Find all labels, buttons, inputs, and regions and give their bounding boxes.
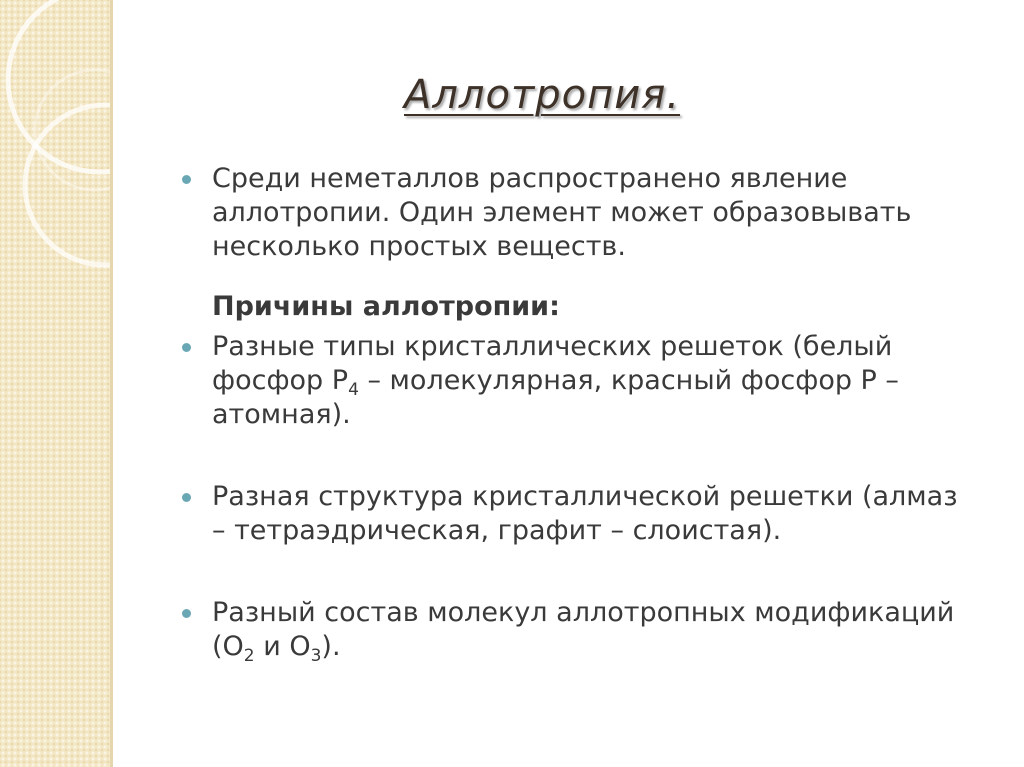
side-panel-edge [110, 0, 113, 767]
list-item [178, 162, 978, 264]
slide-content [178, 162, 978, 664]
bullet-text-part: и О [254, 631, 311, 662]
list-item [178, 480, 978, 548]
bullet-text-part: ). [321, 631, 341, 662]
bullet-icon [182, 175, 191, 184]
subscript: 4 [348, 380, 359, 400]
slide-title: Аллотропия. [404, 72, 681, 118]
list-item [178, 596, 978, 664]
subscript: 2 [243, 646, 255, 666]
bullet-text-part: Разные типы кристаллических решеток (белый фосфор Р [212, 331, 893, 396]
decorative-side-panel [0, 0, 110, 767]
list-item [178, 330, 978, 432]
causes-heading: Причины аллотропии: [212, 291, 560, 322]
bullet-text-part: – молекулярная, красный фосфор Р – атомная). [212, 365, 899, 430]
bullet-icon [182, 343, 191, 352]
bullet-text [212, 331, 899, 430]
decorative-rings-icon [0, 0, 110, 767]
bullet-text [212, 597, 955, 666]
bullet-text-part: Разный состав молекул аллотропных модификаций (О [212, 597, 955, 662]
bullet-icon [182, 609, 191, 618]
subscript: 3 [310, 646, 322, 666]
bullet-icon [182, 493, 191, 502]
bullet-text: Среди неметаллов распространено явление аллотропии. Один элемент может образовывать несколько простых веществ. [212, 163, 912, 262]
bullet-text: Разная структура кристаллической решетки (алмаз – тетраэдрическая, графит – слоистая). [212, 481, 958, 546]
